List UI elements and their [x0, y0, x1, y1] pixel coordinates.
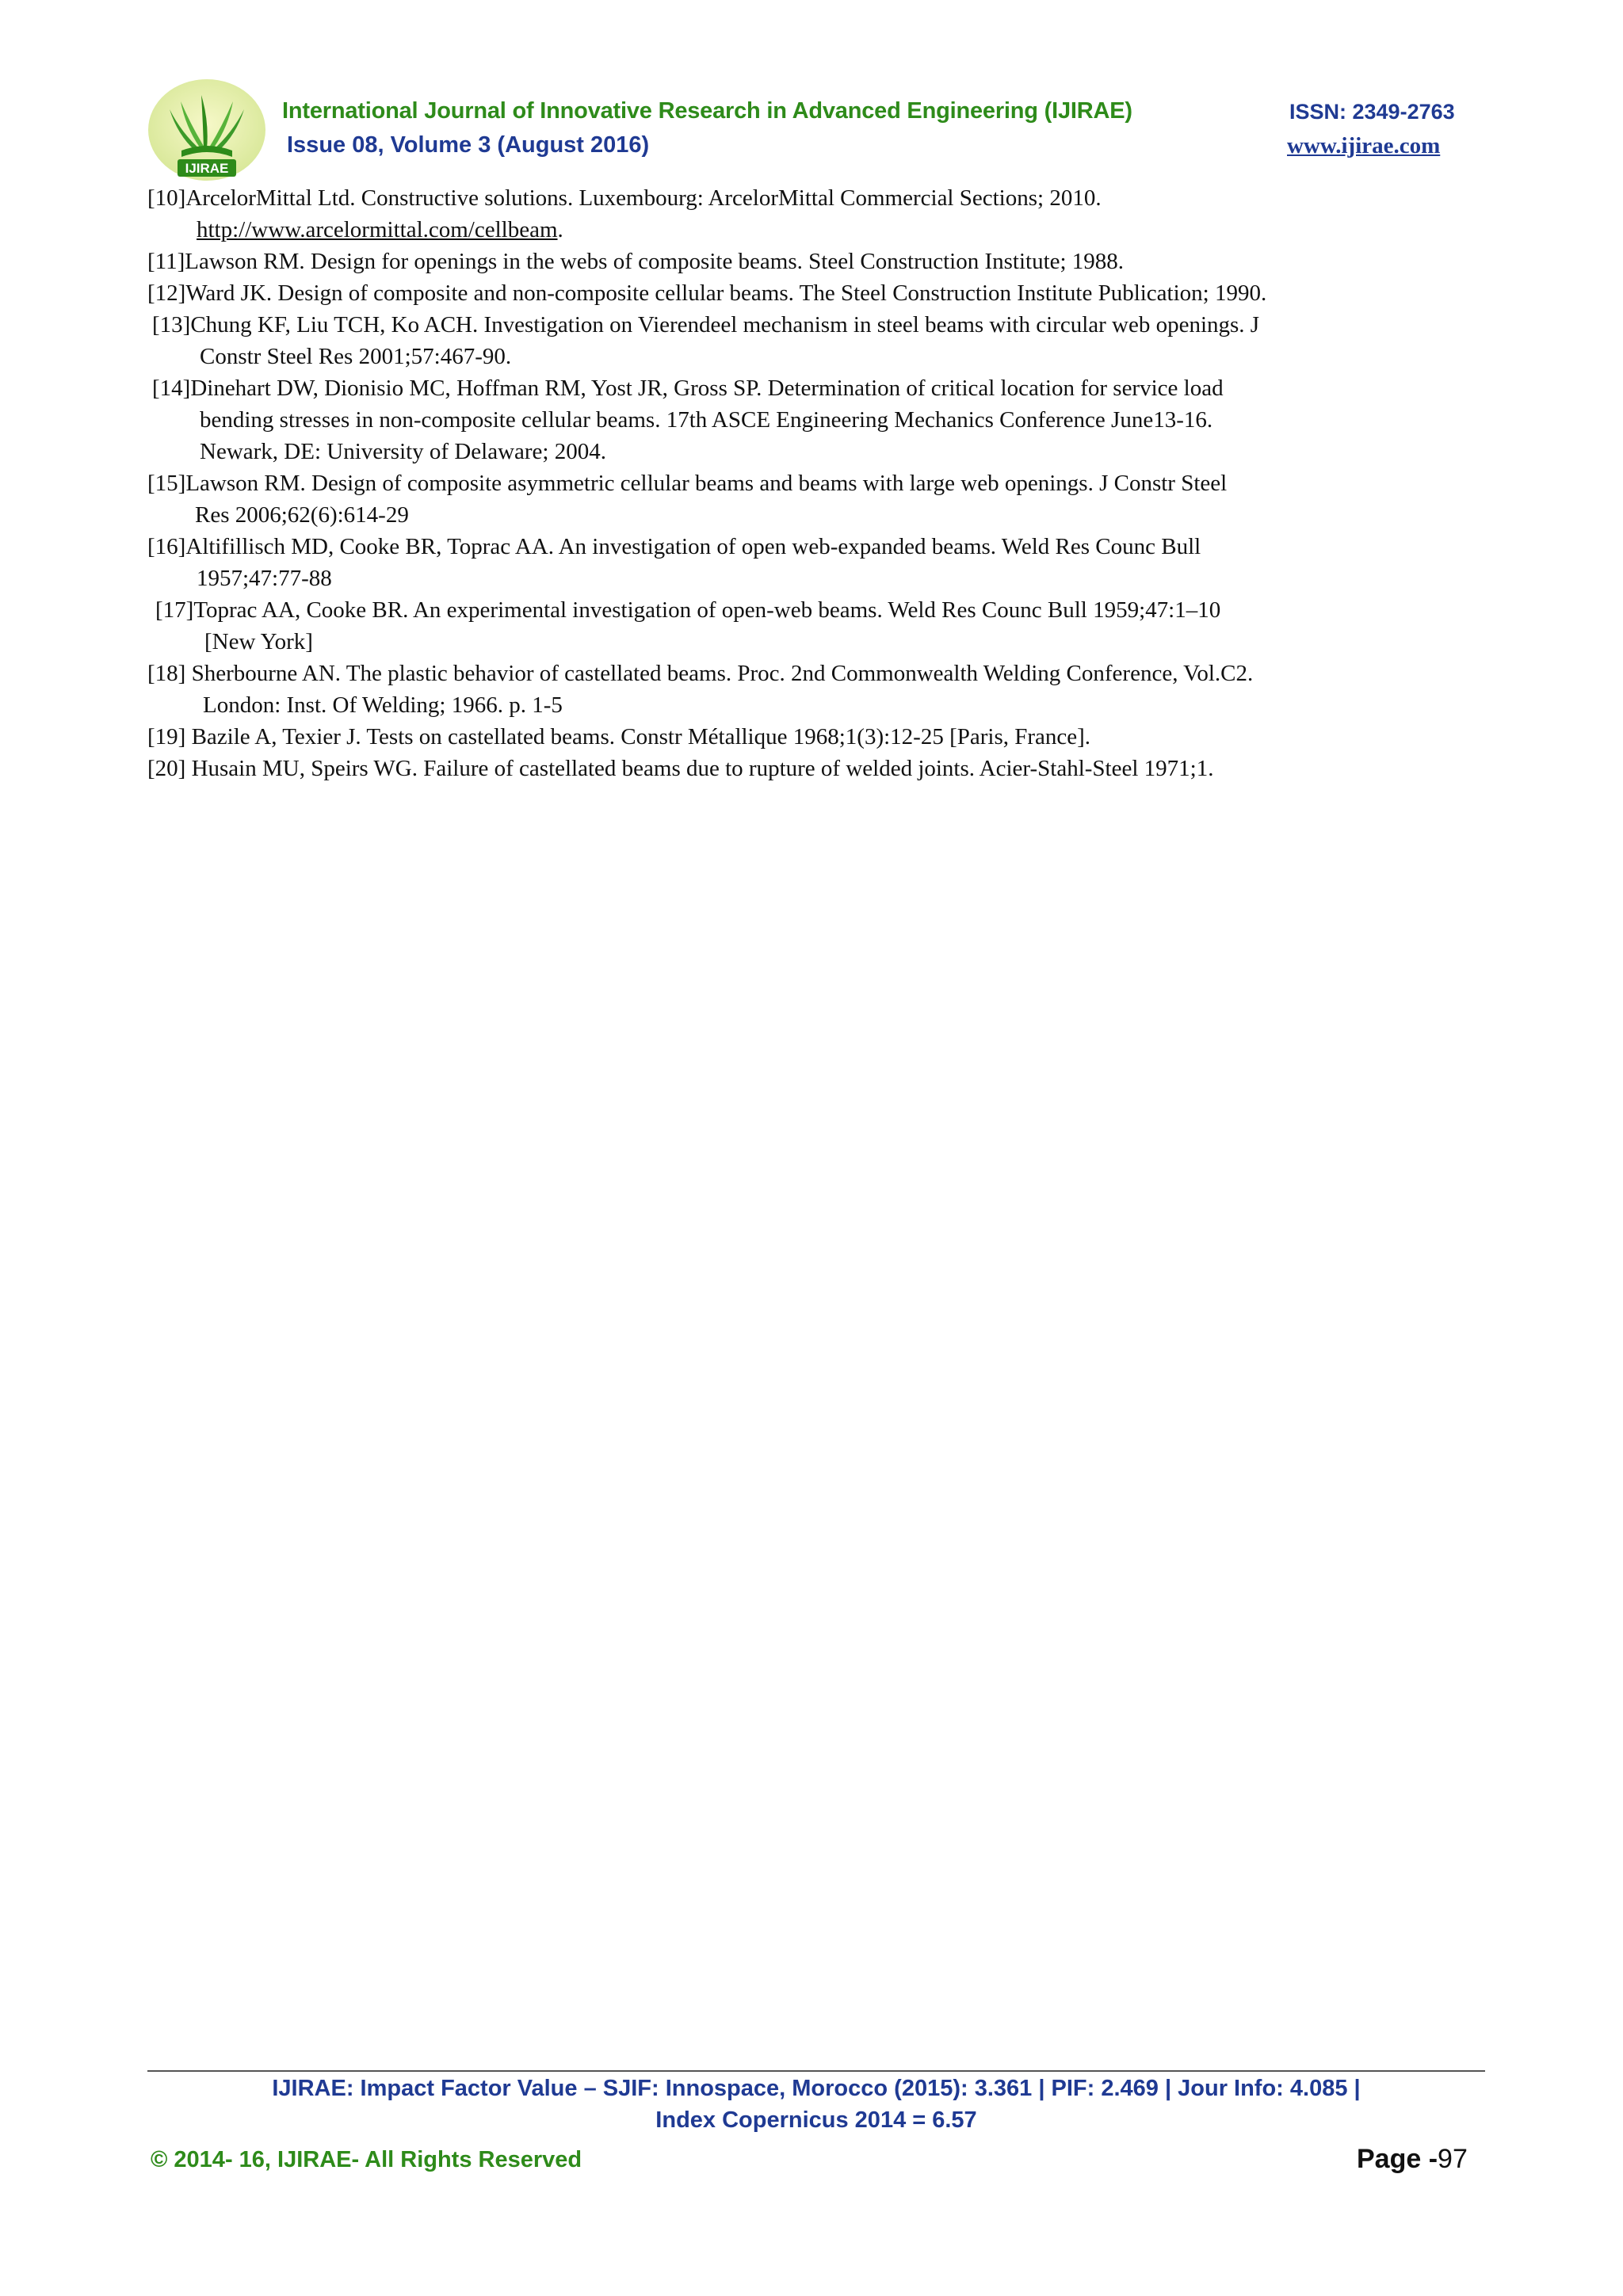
reference-text: [13]Chung KF, Liu TCH, Ko ACH. Investigation on Vierendeel mechanism in steel beams with circular web openings. J — [152, 312, 1260, 338]
reference-text: [11]Lawson RM. Design for openings in the webs of composite beams. Steel Construction Institute; 1988. — [147, 249, 1125, 274]
reference-text: Res 2006;62(6):614-29 — [195, 502, 409, 528]
reference-item — [147, 246, 1510, 277]
reference-text: [12]Ward JK. Design of composite and non-composite cellular beams. The Steel Construction Institute Publication; 1990. — [147, 280, 1267, 306]
svg-text:IJIRAE: IJIRAE — [185, 161, 229, 176]
copyright: © 2014- 16, IJIRAE- All Rights Reserved — [151, 2147, 582, 2172]
issue-volume: Issue 08, Volume 3 (August 2016) — [287, 132, 650, 158]
reference-item — [147, 721, 1510, 753]
reference-text: London: Inst. Of Welding; 1966. p. 1-5 — [203, 692, 563, 718]
reference-text: [10]ArcelorMittal Ltd. Constructive solutions. Luxembourg: ArcelorMittal Commercial Sections; 2010. — [147, 185, 1102, 211]
reference-text: bending stresses in non-composite cellular beams. 17th ASCE Engineering Mechanics Conference June13-16. — [200, 407, 1213, 433]
reference-text: [14]Dinehart DW, Dionisio MC, Hoffman RM, Yost JR, Gross SP. Determination of critical location for service load — [152, 376, 1224, 401]
reference-text: [17]Toprac AA, Cooke BR. An experimental investigation of open-web beams. Weld Res Counc Bull 1959;47:1–10 — [155, 597, 1221, 623]
impact-factor-line: IJIRAE: Impact Factor Value – SJIF: Innospace, Morocco (2015): 3.361 | PIF: 2.469 | Jour Info: 4.085 | — [272, 2076, 1361, 2101]
reference-item — [147, 594, 1510, 658]
reference-item — [147, 309, 1510, 372]
reference-text: [16]Altifillisch MD, Cooke BR, Toprac AA. An investigation of open web-expanded beams. Weld Res Counc Bull — [147, 534, 1201, 559]
journal-title: International Journal of Innovative Research in Advanced Engineering (IJIRAE) — [282, 98, 1132, 124]
reference-text: 1957;47:77-88 — [197, 566, 332, 591]
ijirae-logo — [146, 78, 268, 189]
reference-text: [New York] — [204, 629, 313, 654]
reference-text: Newark, DE: University of Delaware; 2004. — [200, 439, 606, 464]
reference-item — [147, 658, 1510, 721]
reference-item — [147, 277, 1510, 309]
reference-list — [147, 182, 1510, 784]
index-copernicus-line: Index Copernicus 2014 = 6.57 — [655, 2107, 977, 2133]
page-number — [1357, 2144, 1468, 2175]
reference-text: . — [557, 217, 563, 242]
reference-text: [18] Sherbourne AN. The plastic behavior of castellated beams. Proc. 2nd Commonwealth Welding Conference, Vol.C2. — [147, 661, 1254, 686]
reference-item — [147, 753, 1510, 784]
issn: ISSN: 2349-2763 — [1289, 100, 1455, 124]
reference-item — [147, 372, 1510, 467]
reference-text: [19] Bazile A, Texier J. Tests on castellated beams. Constr Métallique 1968;1(3):12-25 [Paris, France]. — [147, 724, 1091, 749]
reference-item — [147, 467, 1510, 531]
reference-link[interactable]: http://www.arcelormittal.com/cellbeam — [197, 217, 558, 242]
reference-text: [20] Husain MU, Speirs WG. Failure of castellated beams due to rupture of welded joints. Acier-Stahl-Steel 1971;1. — [147, 756, 1214, 781]
reference-text: Constr Steel Res 2001;57:467-90. — [200, 344, 512, 369]
page-number-value: 97 — [1438, 2144, 1468, 2174]
reference-item — [147, 182, 1510, 246]
reference-item — [147, 531, 1510, 594]
footer-divider — [147, 2070, 1485, 2072]
reference-text: [15]Lawson RM. Design of composite asymmetric cellular beams and beams with large web openings. J Constr Steel — [147, 471, 1228, 496]
journal-url-link[interactable]: www.ijirae.com — [1287, 133, 1441, 158]
page-label: Page - — [1357, 2144, 1438, 2174]
